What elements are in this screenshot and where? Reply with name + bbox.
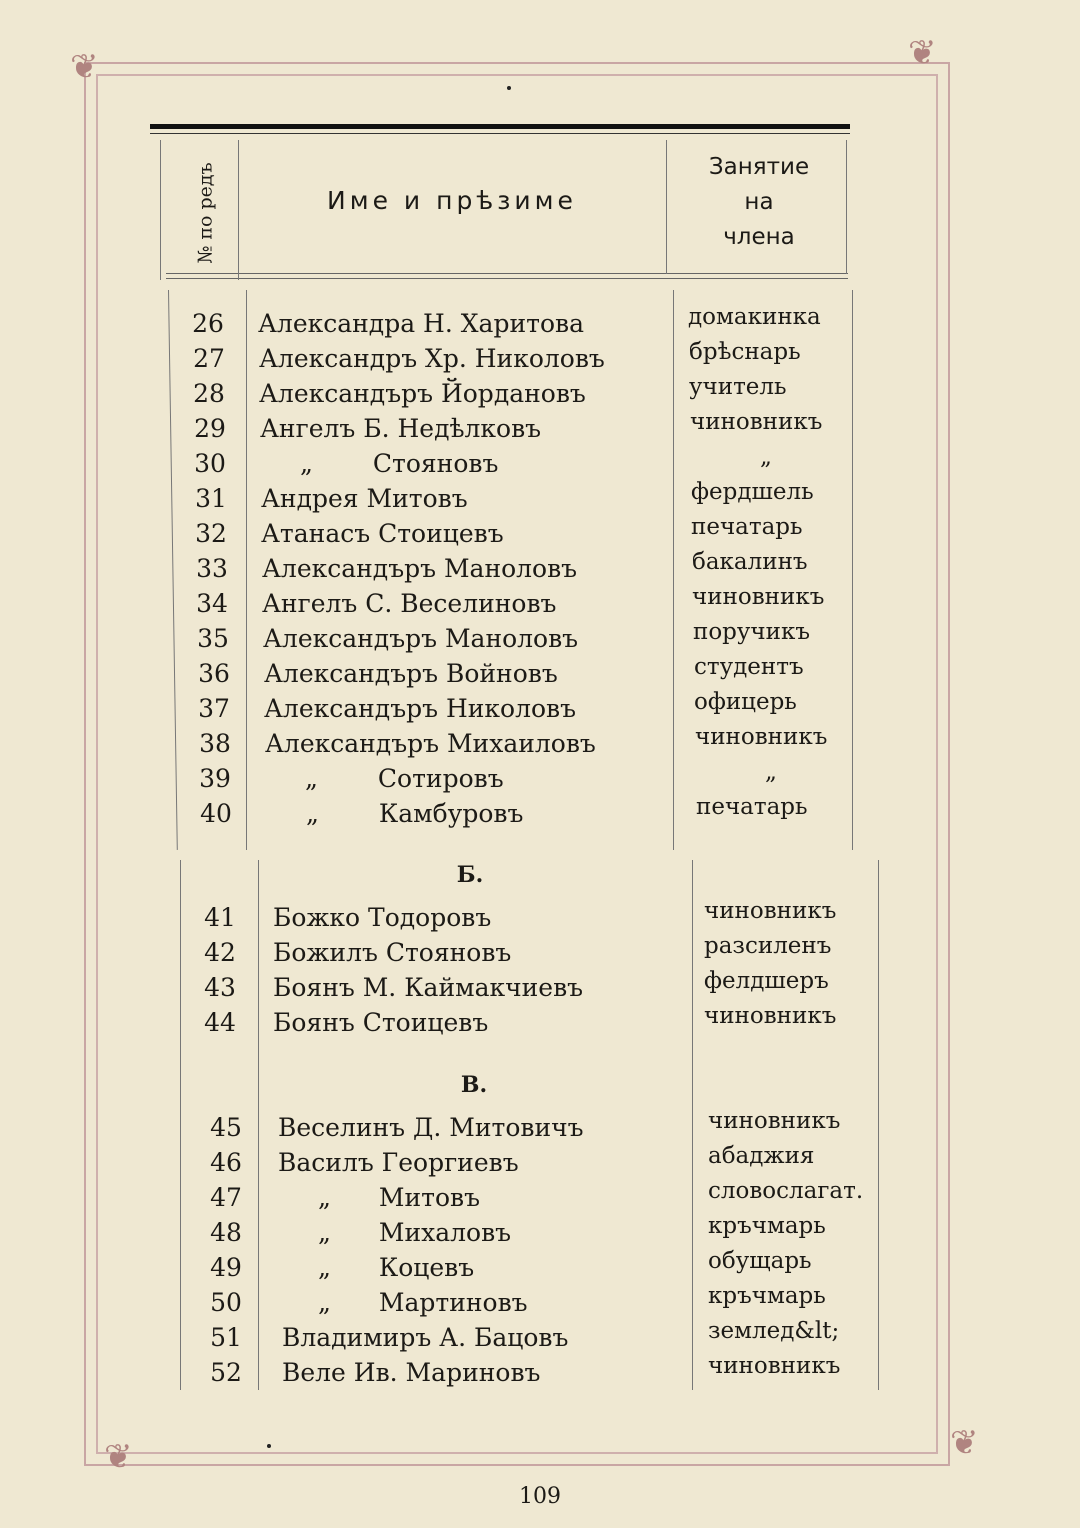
member-name: Божко Тодоровъ (273, 903, 492, 932)
corner-ornament-icon: ❦ (70, 47, 99, 87)
member-occupation: чиновникъ (695, 724, 828, 750)
member-name: Александра Н. Харитова (258, 309, 584, 338)
member-occupation: чиновникъ (704, 898, 837, 924)
table-row (0, 516, 1080, 551)
member-occupation: фелдшеръ (704, 968, 829, 994)
table-row (0, 621, 1080, 656)
member-occupation: абаджия (708, 1143, 815, 1169)
member-occupation: печатарь (691, 514, 803, 540)
member-name: Василъ Георгиевъ (278, 1148, 519, 1177)
member-occupation: кръчмарь (708, 1213, 826, 1239)
row-number: 46 (210, 1148, 242, 1177)
table-row (0, 1320, 1080, 1355)
row-number: 28 (193, 379, 225, 408)
table-row (0, 411, 1080, 446)
member-name: Ангелъ С. Веселиновъ (262, 589, 557, 618)
table-row (0, 1110, 1080, 1145)
table-row (0, 970, 1080, 1005)
member-name: Александъръ Маноловъ (262, 554, 578, 583)
member-occupation: „ (760, 444, 772, 470)
corner-ornament-icon: ❦ (104, 1437, 133, 1477)
member-occupation: „ (765, 759, 777, 785)
table-row (0, 481, 1080, 516)
table-row (0, 376, 1080, 411)
column-divider (666, 140, 667, 274)
table-row (0, 900, 1080, 935)
member-occupation: бакалинъ (692, 549, 808, 575)
corner-ornament-icon: ❦ (908, 33, 937, 73)
member-name: Ангелъ Б. Недѣлковъ (260, 414, 542, 443)
member-name: Божилъ Стояновъ (273, 938, 512, 967)
column-divider (238, 140, 239, 280)
row-number: 36 (198, 659, 230, 688)
member-name: Владимиръ А. Бацовъ (282, 1323, 569, 1352)
member-name: Андрея Митовъ (261, 484, 468, 513)
table-row (0, 1005, 1080, 1040)
member-name: Александръ Хр. Николовъ (259, 344, 605, 373)
member-occupation: домакинка (688, 304, 821, 330)
table-row (0, 935, 1080, 970)
section-letter: Б. (456, 862, 484, 888)
member-occupation: учитель (689, 374, 787, 400)
row-number: 50 (210, 1288, 242, 1317)
row-number: 40 (200, 799, 232, 828)
header-name: Име и прѣзиме (327, 186, 577, 215)
member-name: Веле Ив. Мариновъ (282, 1358, 541, 1387)
table-row (0, 306, 1080, 341)
table-row (0, 1180, 1080, 1215)
row-number: 31 (195, 484, 227, 513)
header-rule (166, 278, 848, 279)
row-number: 47 (210, 1183, 242, 1212)
row-number: 41 (204, 903, 236, 932)
table-row (0, 551, 1080, 586)
header-number: № по редъ (195, 162, 218, 264)
row-number: 49 (210, 1253, 242, 1282)
header-rule (166, 273, 848, 274)
member-occupation: кръчмарь (708, 1283, 826, 1309)
row-number: 43 (204, 973, 236, 1002)
row-number: 45 (210, 1113, 242, 1142)
table-row (0, 586, 1080, 621)
section-letter: В. (460, 1072, 488, 1098)
member-occupation: словослагат. (708, 1178, 864, 1204)
row-number: 44 (204, 1008, 236, 1037)
row-number: 34 (196, 589, 228, 618)
member-name: Александъръ Михаиловъ (265, 729, 596, 758)
table-top-rule-thin (150, 133, 850, 134)
row-number: 35 (197, 624, 229, 653)
member-name: Александъръ Николовъ (264, 694, 577, 723)
table-border-left (160, 140, 161, 280)
member-name: „ Стояновъ (300, 449, 499, 478)
member-occupation: печатарь (696, 794, 808, 820)
row-number: 30 (194, 449, 226, 478)
member-occupation: чиновникъ (690, 409, 823, 435)
table-row (0, 1250, 1080, 1285)
row-number: 38 (199, 729, 231, 758)
table-row (0, 1215, 1080, 1250)
member-name: „ Мартиновъ (318, 1288, 528, 1317)
member-occupation: чиновникъ (704, 1003, 837, 1029)
row-number: 42 (204, 938, 236, 967)
table-row (0, 761, 1080, 796)
row-number: 26 (192, 309, 224, 338)
table-row (0, 691, 1080, 726)
member-name: Александъръ Войновъ (264, 659, 558, 688)
table-row (0, 726, 1080, 761)
member-occupation: землед&lt; (708, 1318, 840, 1344)
header-occupation-line: члена (723, 224, 795, 250)
member-occupation: поручикъ (693, 619, 810, 645)
table-row (0, 1355, 1080, 1390)
row-number: 48 (210, 1218, 242, 1247)
table-row (0, 656, 1080, 691)
member-occupation: брѣснарь (689, 339, 801, 365)
table-row (0, 796, 1080, 831)
member-name: Александъръ Маноловъ (263, 624, 579, 653)
row-number: 52 (210, 1358, 242, 1387)
member-occupation: офицерь (694, 689, 797, 715)
member-name: „ Коцевъ (318, 1253, 475, 1282)
corner-ornament-icon: ❦ (950, 1423, 979, 1463)
page-number: 109 (519, 1484, 561, 1509)
row-number: 29 (194, 414, 226, 443)
member-occupation: обущарь (708, 1248, 812, 1274)
member-occupation: студентъ (694, 654, 804, 680)
header-occupation-line: Занятие (708, 154, 810, 180)
row-number: 37 (198, 694, 230, 723)
member-name: Боянъ М. Каймакчиевъ (273, 973, 584, 1002)
member-name: „ Сотировъ (305, 764, 504, 793)
header-occupation (670, 150, 848, 255)
row-number: 33 (196, 554, 228, 583)
member-name: Александъръ Йордановъ (259, 379, 586, 408)
header-occupation-line: на (744, 189, 774, 215)
row-number: 51 (210, 1323, 242, 1352)
ink-dot (507, 86, 511, 90)
table-row (0, 1145, 1080, 1180)
member-occupation: чиновникъ (692, 584, 825, 610)
table-row (0, 446, 1080, 481)
table-row (0, 1285, 1080, 1320)
table-row (0, 341, 1080, 376)
member-name: „ Камбуровъ (306, 799, 524, 828)
member-name: Боянъ Стоицевъ (273, 1008, 489, 1037)
member-name: Атанасъ Стоицевъ (261, 519, 504, 548)
member-name: Веселинъ Д. Митовичъ (278, 1113, 584, 1142)
member-occupation: чиновникъ (708, 1353, 841, 1379)
member-occupation: разсиленъ (704, 933, 832, 959)
row-number: 27 (193, 344, 225, 373)
member-name: „ Михаловъ (318, 1218, 512, 1247)
member-name: „ Митовъ (318, 1183, 481, 1212)
table-top-rule (150, 124, 850, 129)
row-number: 32 (195, 519, 227, 548)
row-number: 39 (199, 764, 231, 793)
member-occupation: чиновникъ (708, 1108, 841, 1134)
member-occupation: фердшель (691, 479, 814, 505)
ink-dot (267, 1444, 271, 1448)
table-border-right (846, 140, 847, 274)
